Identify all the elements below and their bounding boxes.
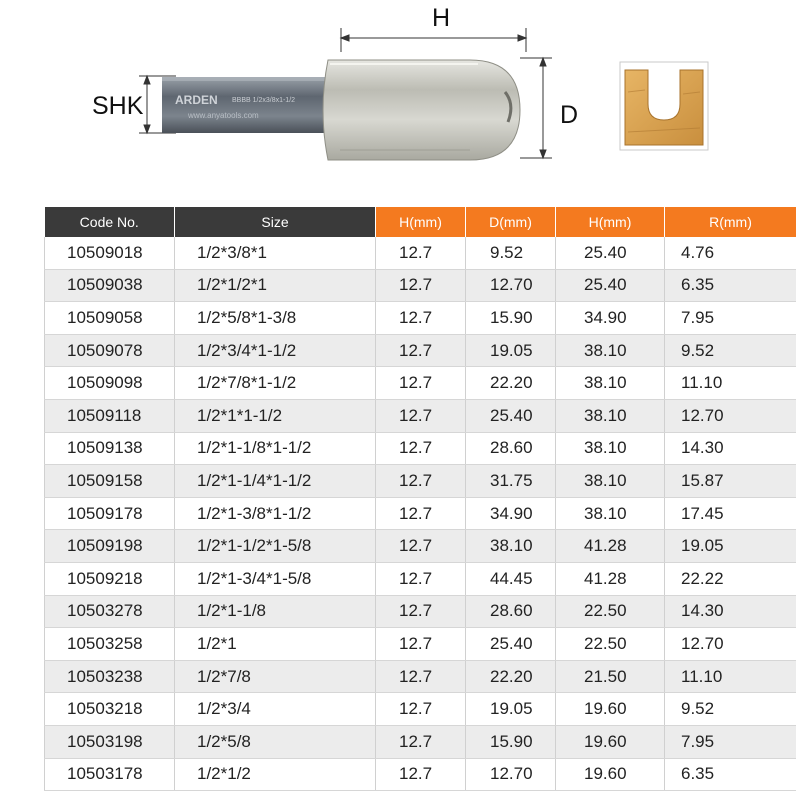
cell-r: 14.30 <box>665 595 797 628</box>
cell-r: 12.70 <box>665 399 797 432</box>
svg-text:www.anyatools.com: www.anyatools.com <box>188 111 259 120</box>
cell-code-no: 10503278 <box>45 595 175 628</box>
spec-table-container <box>44 207 796 800</box>
cell-r: 6.35 <box>665 269 797 302</box>
cell-d: 38.10 <box>466 530 556 563</box>
table-row <box>45 758 797 791</box>
cell-code-no: 10503198 <box>45 725 175 758</box>
header-d-mm: D(mm) <box>466 207 556 237</box>
cell-r: 22.22 <box>665 562 797 595</box>
cell-h: 12.7 <box>376 432 466 465</box>
cell-size: 1/2*3/8*1 <box>175 237 376 269</box>
cell-code-no: 10509198 <box>45 530 175 563</box>
cell-size: 1/2*5/8*1-3/8 <box>175 302 376 335</box>
cell-code-no: 10509078 <box>45 334 175 367</box>
cell-h2: 38.10 <box>556 497 665 530</box>
table-header-row <box>45 207 797 237</box>
table-row <box>45 367 797 400</box>
table-row <box>45 237 797 269</box>
cell-h2: 25.40 <box>556 269 665 302</box>
table-row <box>45 432 797 465</box>
cell-size: 1/2*1/2 <box>175 758 376 791</box>
cell-h2: 38.10 <box>556 334 665 367</box>
table-row <box>45 269 797 302</box>
cell-h: 12.7 <box>376 367 466 400</box>
cell-h: 12.7 <box>376 237 466 269</box>
cell-size: 1/2*1-1/2*1-5/8 <box>175 530 376 563</box>
cell-r: 4.76 <box>665 237 797 269</box>
cell-code-no: 10509038 <box>45 269 175 302</box>
cell-code-no: 10509218 <box>45 562 175 595</box>
header-code-no: Code No. <box>45 207 175 237</box>
cell-d: 12.70 <box>466 269 556 302</box>
cell-d: 44.45 <box>466 562 556 595</box>
dimension-d <box>520 58 552 158</box>
cell-r: 11.10 <box>665 660 797 693</box>
cell-d: 15.90 <box>466 302 556 335</box>
cell-size: 1/2*1/2*1 <box>175 269 376 302</box>
spec-table <box>44 207 796 791</box>
cell-d: 22.20 <box>466 367 556 400</box>
table-row <box>45 530 797 563</box>
bit-shank <box>162 77 340 133</box>
cell-h: 12.7 <box>376 334 466 367</box>
cell-code-no: 10503258 <box>45 628 175 661</box>
cell-h2: 19.60 <box>556 693 665 726</box>
cell-d: 15.90 <box>466 725 556 758</box>
cell-h: 12.7 <box>376 497 466 530</box>
dimension-label-d: D <box>560 101 579 129</box>
cell-size: 1/2*5/8 <box>175 725 376 758</box>
header-r-mm: R(mm) <box>665 207 797 237</box>
cell-code-no: 10509058 <box>45 302 175 335</box>
table-row <box>45 465 797 498</box>
cell-r: 15.87 <box>665 465 797 498</box>
cell-h2: 22.50 <box>556 595 665 628</box>
cell-d: 19.05 <box>466 334 556 367</box>
table-row <box>45 334 797 367</box>
u-groove-icon <box>620 62 708 150</box>
cell-r: 7.95 <box>665 302 797 335</box>
cell-h2: 41.28 <box>556 530 665 563</box>
cell-h: 12.7 <box>376 595 466 628</box>
cell-size: 1/2*1-3/8*1-1/2 <box>175 497 376 530</box>
cell-h: 12.7 <box>376 302 466 335</box>
cell-h: 12.7 <box>376 269 466 302</box>
router-bit-diagram <box>0 0 800 200</box>
cell-h2: 19.60 <box>556 725 665 758</box>
cell-d: 19.05 <box>466 693 556 726</box>
table-row <box>45 399 797 432</box>
table-row <box>45 660 797 693</box>
cell-code-no: 10503238 <box>45 660 175 693</box>
cell-size: 1/2*1-1/4*1-1/2 <box>175 465 376 498</box>
cell-h2: 41.28 <box>556 562 665 595</box>
cell-h: 12.7 <box>376 562 466 595</box>
cell-r: 12.70 <box>665 628 797 661</box>
cell-h: 12.7 <box>376 693 466 726</box>
cell-h2: 38.10 <box>556 465 665 498</box>
cell-d: 22.20 <box>466 660 556 693</box>
cell-code-no: 10509158 <box>45 465 175 498</box>
cell-r: 9.52 <box>665 693 797 726</box>
cell-r: 14.30 <box>665 432 797 465</box>
cell-d: 25.40 <box>466 399 556 432</box>
cell-code-no: 10509098 <box>45 367 175 400</box>
bit-cutter-body <box>323 60 520 160</box>
header-size: Size <box>175 207 376 237</box>
cell-h: 12.7 <box>376 399 466 432</box>
cell-d: 31.75 <box>466 465 556 498</box>
cell-h2: 21.50 <box>556 660 665 693</box>
cell-code-no: 10503178 <box>45 758 175 791</box>
cell-code-no: 10503218 <box>45 693 175 726</box>
cell-r: 11.10 <box>665 367 797 400</box>
cell-h2: 25.40 <box>556 237 665 269</box>
cell-r: 7.95 <box>665 725 797 758</box>
svg-text:ARDEN: ARDEN <box>175 93 218 107</box>
header-h-mm-2: H(mm) <box>556 207 665 237</box>
cell-h2: 22.50 <box>556 628 665 661</box>
cell-size: 1/2*1-1/8 <box>175 595 376 628</box>
cell-d: 28.60 <box>466 595 556 628</box>
cell-size: 1/2*3/4*1-1/2 <box>175 334 376 367</box>
cell-d: 34.90 <box>466 497 556 530</box>
cell-size: 1/2*7/8*1-1/2 <box>175 367 376 400</box>
cell-code-no: 10509018 <box>45 237 175 269</box>
cell-h2: 38.10 <box>556 399 665 432</box>
cell-d: 12.70 <box>466 758 556 791</box>
cell-h: 12.7 <box>376 628 466 661</box>
table-body <box>45 237 797 791</box>
cell-size: 1/2*1*1-1/2 <box>175 399 376 432</box>
dimension-label-h: H <box>432 4 451 32</box>
table-row <box>45 595 797 628</box>
cell-h2: 19.60 <box>556 758 665 791</box>
cell-r: 17.45 <box>665 497 797 530</box>
cell-h2: 38.10 <box>556 432 665 465</box>
dimension-label-shk: SHK <box>92 92 144 120</box>
cell-size: 1/2*1-3/4*1-5/8 <box>175 562 376 595</box>
cell-h: 12.7 <box>376 530 466 563</box>
cell-h2: 38.10 <box>556 367 665 400</box>
cell-h: 12.7 <box>376 758 466 791</box>
cell-h2: 34.90 <box>556 302 665 335</box>
cell-code-no: 10509138 <box>45 432 175 465</box>
table-row <box>45 628 797 661</box>
cell-r: 19.05 <box>665 530 797 563</box>
table-row <box>45 725 797 758</box>
cell-d: 28.60 <box>466 432 556 465</box>
cell-h: 12.7 <box>376 725 466 758</box>
header-h-mm: H(mm) <box>376 207 466 237</box>
table-row <box>45 302 797 335</box>
cell-h: 12.7 <box>376 660 466 693</box>
cell-size: 1/2*1 <box>175 628 376 661</box>
cell-size: 1/2*7/8 <box>175 660 376 693</box>
table-row <box>45 497 797 530</box>
cell-h: 12.7 <box>376 465 466 498</box>
svg-text:BBBB 1/2x3/8x1-1/2: BBBB 1/2x3/8x1-1/2 <box>232 97 296 104</box>
cell-d: 25.40 <box>466 628 556 661</box>
cell-code-no: 10509178 <box>45 497 175 530</box>
cell-r: 6.35 <box>665 758 797 791</box>
table-row <box>45 562 797 595</box>
cell-size: 1/2*3/4 <box>175 693 376 726</box>
cell-d: 9.52 <box>466 237 556 269</box>
cell-r: 9.52 <box>665 334 797 367</box>
table-row <box>45 693 797 726</box>
cell-code-no: 10509118 <box>45 399 175 432</box>
cell-size: 1/2*1-1/8*1-1/2 <box>175 432 376 465</box>
